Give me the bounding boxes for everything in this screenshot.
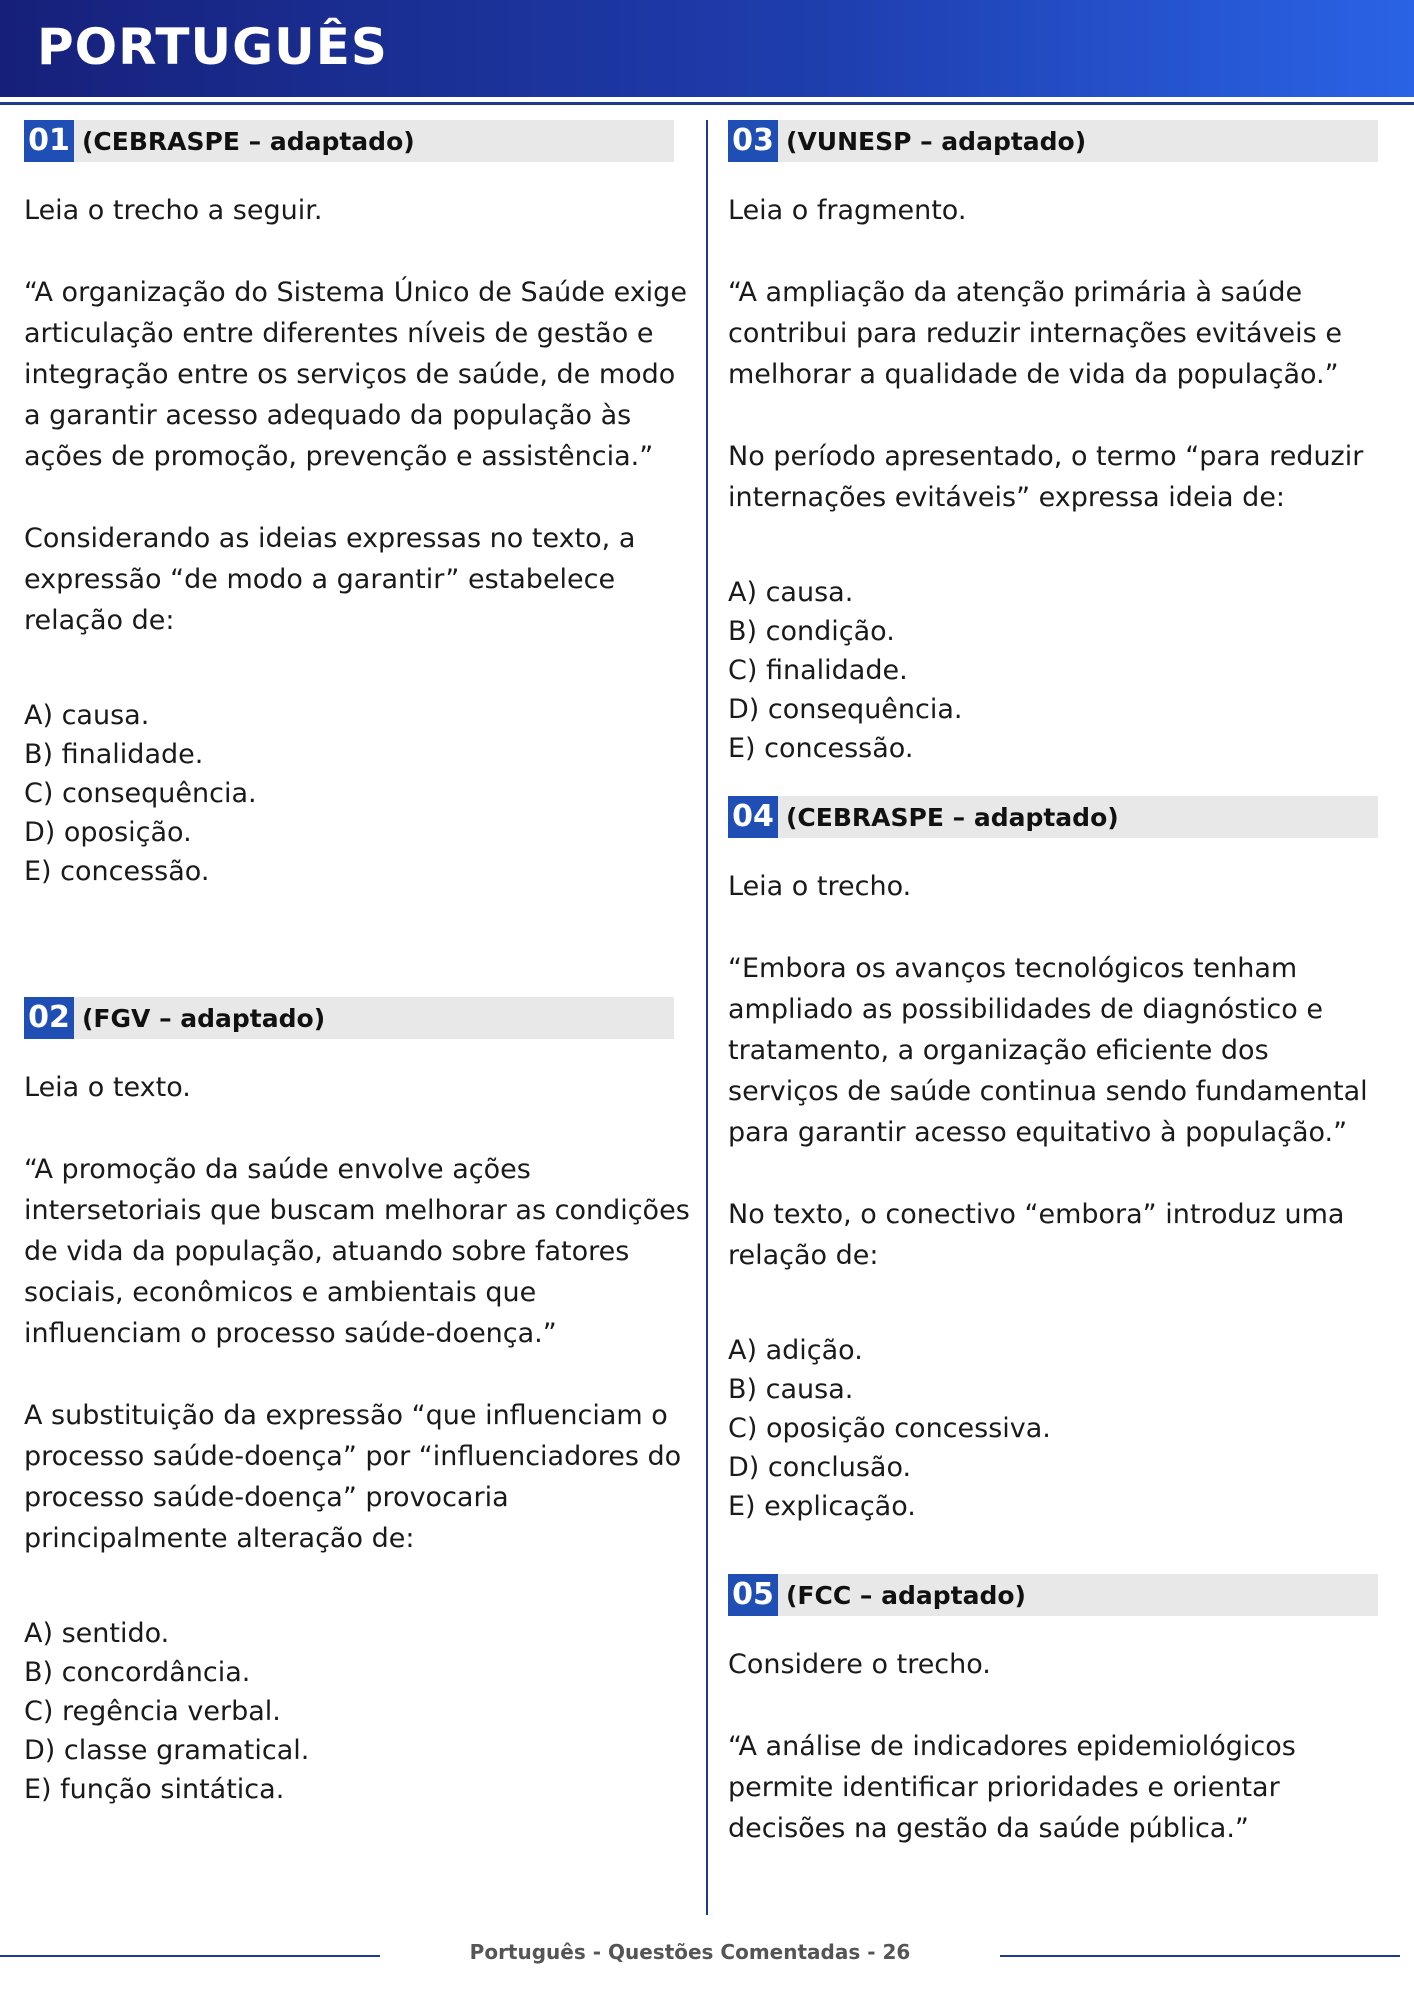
- right-column: [728, 120, 1383, 1849]
- question-source: (FGV – adaptado): [82, 1003, 326, 1033]
- footer-divider-right: [1000, 1955, 1400, 1957]
- question-header: [24, 120, 674, 162]
- answer-options: [24, 696, 694, 891]
- option-b[interactable]: B) condição.: [728, 616, 895, 647]
- left-column: [24, 120, 694, 1809]
- question-quote: “A ampliação da atenção primária à saúde contribui para reduzir internações evitáveis e melhorar a qualidade de vida da população.”: [728, 277, 1342, 390]
- answer-options: [728, 573, 1383, 768]
- header-divider: [0, 102, 1414, 105]
- option-e[interactable]: E) concessão.: [728, 733, 914, 764]
- answer-options: [24, 1614, 694, 1809]
- option-a[interactable]: A) adição.: [728, 1335, 863, 1366]
- option-b[interactable]: B) causa.: [728, 1374, 854, 1405]
- option-c[interactable]: C) oposição concessiva.: [728, 1413, 1051, 1444]
- question-intro: Leia o trecho.: [728, 871, 912, 902]
- question-prompt: A substituição da expressão “que influenciam o processo saúde-doença” por “influenciadores do processo saúde-doença” provocaria principalmente alteração de:: [24, 1400, 682, 1554]
- option-d[interactable]: D) conclusão.: [728, 1452, 912, 1483]
- question-number: 03: [728, 120, 778, 162]
- column-divider: [706, 120, 708, 1915]
- option-a[interactable]: A) causa.: [728, 577, 854, 608]
- answer-options: [728, 1331, 1383, 1526]
- question-02: [24, 997, 694, 1809]
- question-quote: “Embora os avanços tecnológicos tenham ampliado as possibilidades de diagnóstico e tratamento, a organização eficiente dos serviços de saúde continua sendo fundamental para garantir acesso equitativo à população.”: [728, 953, 1368, 1148]
- option-e[interactable]: E) função sintática.: [24, 1774, 285, 1805]
- question-intro: Leia o fragmento.: [728, 195, 967, 226]
- option-a[interactable]: A) sentido.: [24, 1618, 170, 1649]
- question-prompt: No texto, o conectivo “embora” introduz uma relação de:: [728, 1199, 1345, 1271]
- option-b[interactable]: B) concordância.: [24, 1657, 251, 1688]
- page-header: [0, 0, 1414, 97]
- page-footer: Português - Questões Comentadas - 26: [469, 1940, 911, 1964]
- question-source: (VUNESP – adaptado): [786, 126, 1087, 156]
- question-number: 01: [24, 120, 74, 162]
- option-e[interactable]: E) concessão.: [24, 856, 210, 887]
- question-quote: “A promoção da saúde envolve ações intersetoriais que buscam melhorar as condições de vida da população, atuando sobre fatores sociais, econômicos e ambientais que influenciam o processo saúde-doença.”: [24, 1154, 690, 1349]
- question-intro: Leia o trecho a seguir.: [24, 195, 323, 226]
- question-header: [728, 1574, 1378, 1616]
- question-intro: Leia o texto.: [24, 1072, 191, 1103]
- question-03: [728, 120, 1383, 768]
- option-c[interactable]: C) consequência.: [24, 778, 257, 809]
- question-prompt: No período apresentado, o termo “para reduzir internações evitáveis” expressa ideia de:: [728, 441, 1364, 513]
- option-d[interactable]: D) consequência.: [728, 694, 963, 725]
- option-b[interactable]: B) finalidade.: [24, 739, 204, 770]
- question-source: (CEBRASPE – adaptado): [82, 126, 415, 156]
- option-c[interactable]: C) regência verbal.: [24, 1696, 281, 1727]
- option-d[interactable]: D) classe gramatical.: [24, 1735, 310, 1766]
- question-source: (CEBRASPE – adaptado): [786, 802, 1119, 832]
- question-header: [24, 997, 674, 1039]
- question-05: [728, 1574, 1383, 1849]
- question-prompt: Considerando as ideias expressas no texto, a expressão “de modo a garantir” estabelece relação de:: [24, 523, 636, 636]
- question-quote: “A organização do Sistema Único de Saúde exige articulação entre diferentes níveis de gestão e integração entre os serviços de saúde, de modo a garantir acesso adequado da população às ações de promoção, prevenção e assistência.”: [24, 277, 687, 472]
- question-header: [728, 796, 1378, 838]
- page-title: PORTUGUÊS: [37, 18, 388, 76]
- question-quote: “A análise de indicadores epidemiológicos permite identificar prioridades e orientar decisões na gestão da saúde pública.”: [728, 1731, 1296, 1844]
- question-number: 04: [728, 796, 778, 838]
- option-a[interactable]: A) causa.: [24, 700, 150, 731]
- question-source: (FCC – adaptado): [786, 1580, 1026, 1610]
- option-c[interactable]: C) finalidade.: [728, 655, 908, 686]
- option-e[interactable]: E) explicação.: [728, 1491, 916, 1522]
- question-number: 02: [24, 997, 74, 1039]
- option-d[interactable]: D) oposição.: [24, 817, 192, 848]
- question-intro: Considere o trecho.: [728, 1649, 991, 1680]
- footer-divider-left: [0, 1955, 380, 1957]
- question-01: [24, 120, 694, 891]
- question-header: [728, 120, 1378, 162]
- question-number: 05: [728, 1574, 778, 1616]
- question-04: [728, 796, 1383, 1526]
